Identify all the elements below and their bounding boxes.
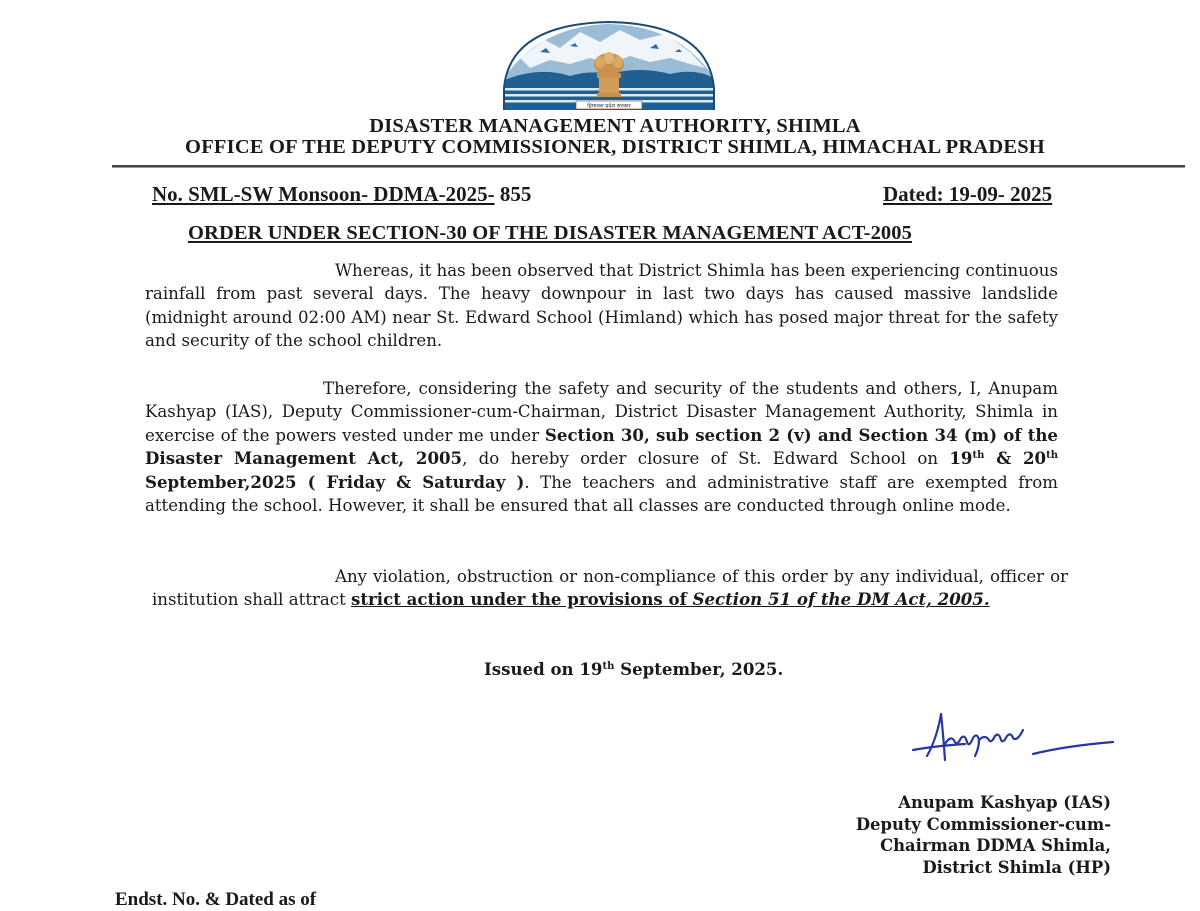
reference-number-value: 855 [494, 182, 532, 206]
p3-strict-action: strict action under the provisions of [351, 589, 693, 610]
authority-heading: DISASTER MANAGEMENT AUTHORITY, SHIMLA [369, 115, 861, 137]
reference-number [152, 182, 531, 207]
paragraph-therefore [145, 377, 1058, 517]
endorsement-line-partial: Endst. No. & Dated as of [115, 889, 317, 910]
p2-date-2-suffix: th [1046, 450, 1058, 462]
issued-suffix-sup: th [602, 661, 615, 672]
order-date: Dated: 19-09- 2025 [883, 182, 1053, 206]
p2-text-c: , do hereby order closure of St. Edward School on [462, 449, 950, 469]
signature-image [905, 708, 1117, 766]
p3-text-a: Any violation, obstruction or non-compliance of this order by any individual, officer or institution shall attract [152, 567, 1068, 610]
emblem-caption: हिमाचल प्रदेश सरकार [587, 103, 631, 110]
state-emblem-logo [500, 18, 718, 112]
header-divider [112, 165, 1185, 167]
office-heading: OFFICE OF THE DEPUTY COMMISSIONER, DISTRICT SHIMLA, HIMACHAL PRADESH [185, 136, 1045, 158]
paragraph-whereas-text: Whereas, it has been observed that District Shimla has been experiencing continuous rainfall from past several days. The heavy downpour in last two days has caused massive landslide (midnight around 02:00 AM) near St. Edward School (Himland) which has posed major threat for the safety and security of the school children. [145, 261, 1058, 351]
p2-text-e: . The teachers and administrative staff are exempted from attending the school. However, it shall be ensured that all classes are conducted through online mode. [145, 472, 1059, 516]
issued-prefix: Issued on 19 [484, 659, 603, 679]
p2-date-2: & 20 [984, 448, 1047, 469]
p2-legal-sections: Section 30, sub section 2 (v) and Section 34 (m) of the Disaster Management Act, 2005 [145, 424, 1058, 469]
order-title: ORDER UNDER SECTION-30 OF THE DISASTER MANAGEMENT ACT-2005 [188, 222, 912, 244]
signatory-block [856, 792, 1111, 878]
signatory-designation-2: Chairman DDMA Shimla, [880, 836, 1111, 855]
paragraph-whereas [145, 259, 1058, 353]
issued-date [484, 659, 783, 679]
p2-date-month-days: September,2025 ( Friday & Saturday ) [145, 471, 525, 492]
signatory-name: Anupam Kashyap (IAS) [898, 793, 1111, 812]
p2-text-a: Therefore, considering the safety and security of the students and others, I, Anupam Kashyap (IAS), Deputy Commissioner-cum-Chairman, District Disaster Management Authority, Shimla in exercise of the powers vested under me under [145, 379, 1058, 445]
signatory-district: District Shimla (HP) [922, 857, 1111, 877]
p2-date-1: 19 [949, 448, 973, 469]
signatory-designation-1: Deputy Commissioner-cum- [855, 814, 1111, 834]
issued-suffix: September, 2025. [614, 659, 784, 679]
p3-section-51: Section 51 of the DM Act, 2005. [692, 589, 990, 610]
paragraph-violation [152, 565, 1068, 612]
reference-number-label: No. SML-SW Monsoon- DDMA-2025- [152, 182, 495, 206]
p2-date-1-suffix: th [972, 450, 985, 462]
